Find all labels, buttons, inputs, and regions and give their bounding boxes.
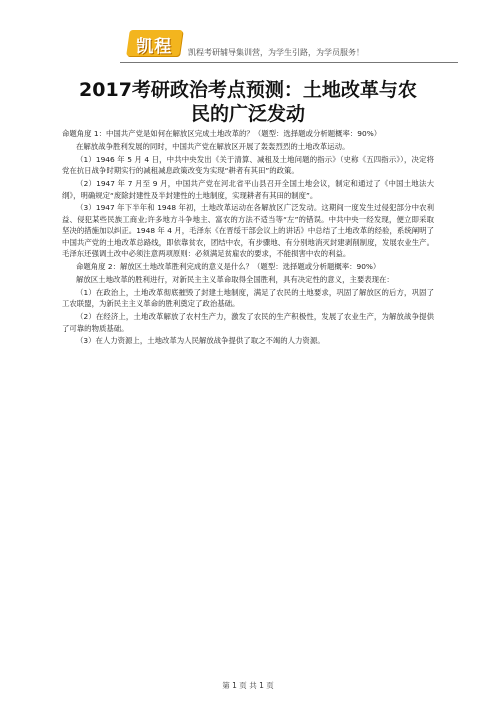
body-paragraph: （3）在人力资源上，土地改革为人民解放战争提供了取之不竭的人力资源。 [76, 336, 325, 346]
title-line-2: 民的广泛发动 [190, 103, 305, 125]
body-paragraph: 在解放战争胜利发展的同时，中国共产党在解放区开展了轰轰烈烈的土地改革运动。 [76, 141, 350, 151]
kaicheng-logo [126, 30, 183, 56]
body-paragraph: 命题角度 1：中国共产党是如何在解放区完成土地改革的？（题型：选择题或分析题概率：90%） [62, 129, 382, 138]
body-paragraph: 命题角度 2：解放区土地改革胜利完成的意义是什么？（题型：选择题或分析题概率：90%） [76, 261, 381, 271]
title-line-1: 2017考研政治考点预测：土地改革与农 [79, 79, 417, 101]
header-divider [120, 62, 458, 63]
document-body [62, 128, 434, 348]
header-tagline: 凯程考研辅导集训营，为学生引路，为学员服务！ [188, 48, 364, 57]
document-title [60, 78, 436, 126]
body-paragraph: （2）在经济上，土地改革解放了农村生产力，激发了农民的生产积极性，发展了农业生产，为解放战争提供了可靠的物质基础。 [62, 312, 434, 333]
body-paragraph: 解放区土地改革的胜利进行，对新民主主义革命取得全国胜利，具有决定性的意义，主要表现在： [76, 274, 394, 284]
body-paragraph: （1）在政治上，土地改革彻底摧毁了封建土地制度，满足了农民的土地要求，巩固了解放区的后方，巩固了工农联盟，为新民主主义革命的胜利奠定了政治基础。 [62, 287, 434, 309]
page-footer: 第 1 页 共 1 页 [222, 681, 274, 690]
logo-text: 凯程 [136, 37, 173, 57]
body-paragraph: （1）1946 年 5 月 4 日，中共中央发出《关于清算、减租及土地问题的指示》（史称《五四指示》），决定将党在抗日战争时期实行的减租减息政策改变为实现“耕者有其田”的政策。 [62, 154, 434, 176]
body-paragraph: （3）1947 年下半年和 1948 年初，土地改革运动在各解放区广泛发动。这期间一度发生过侵犯部分中农利益、侵犯某些民族工商业;许多地方斗争地主、富农的方法不适当等“左”的错误。中共中央一经发现，便立即采取坚决的措施加以纠正。1948 年 4 月，毛泽东《在晋绥干部会议上的讲话》中总结了土地改革的经验，系统阐明了中国共产党的土地改革总路线，即依靠贫农，团结中农，有步骤地、有分别地消灭封建剥削制度，发展农业生产。毛泽东还强调土改中必须注意两项原则：必须满足贫雇农的要求，不能损害中农的利益。 [62, 203, 434, 259]
body-paragraph: （2）1947 年 7 月至 9 月，中国共产党在河北省平山县召开全国土地会议，制定和通过了《中国土地法大纲》，明确规定“废除封建性及半封建性的土地制度，实现耕者有其田的制度”。 [62, 179, 434, 200]
page-header [0, 0, 496, 70]
